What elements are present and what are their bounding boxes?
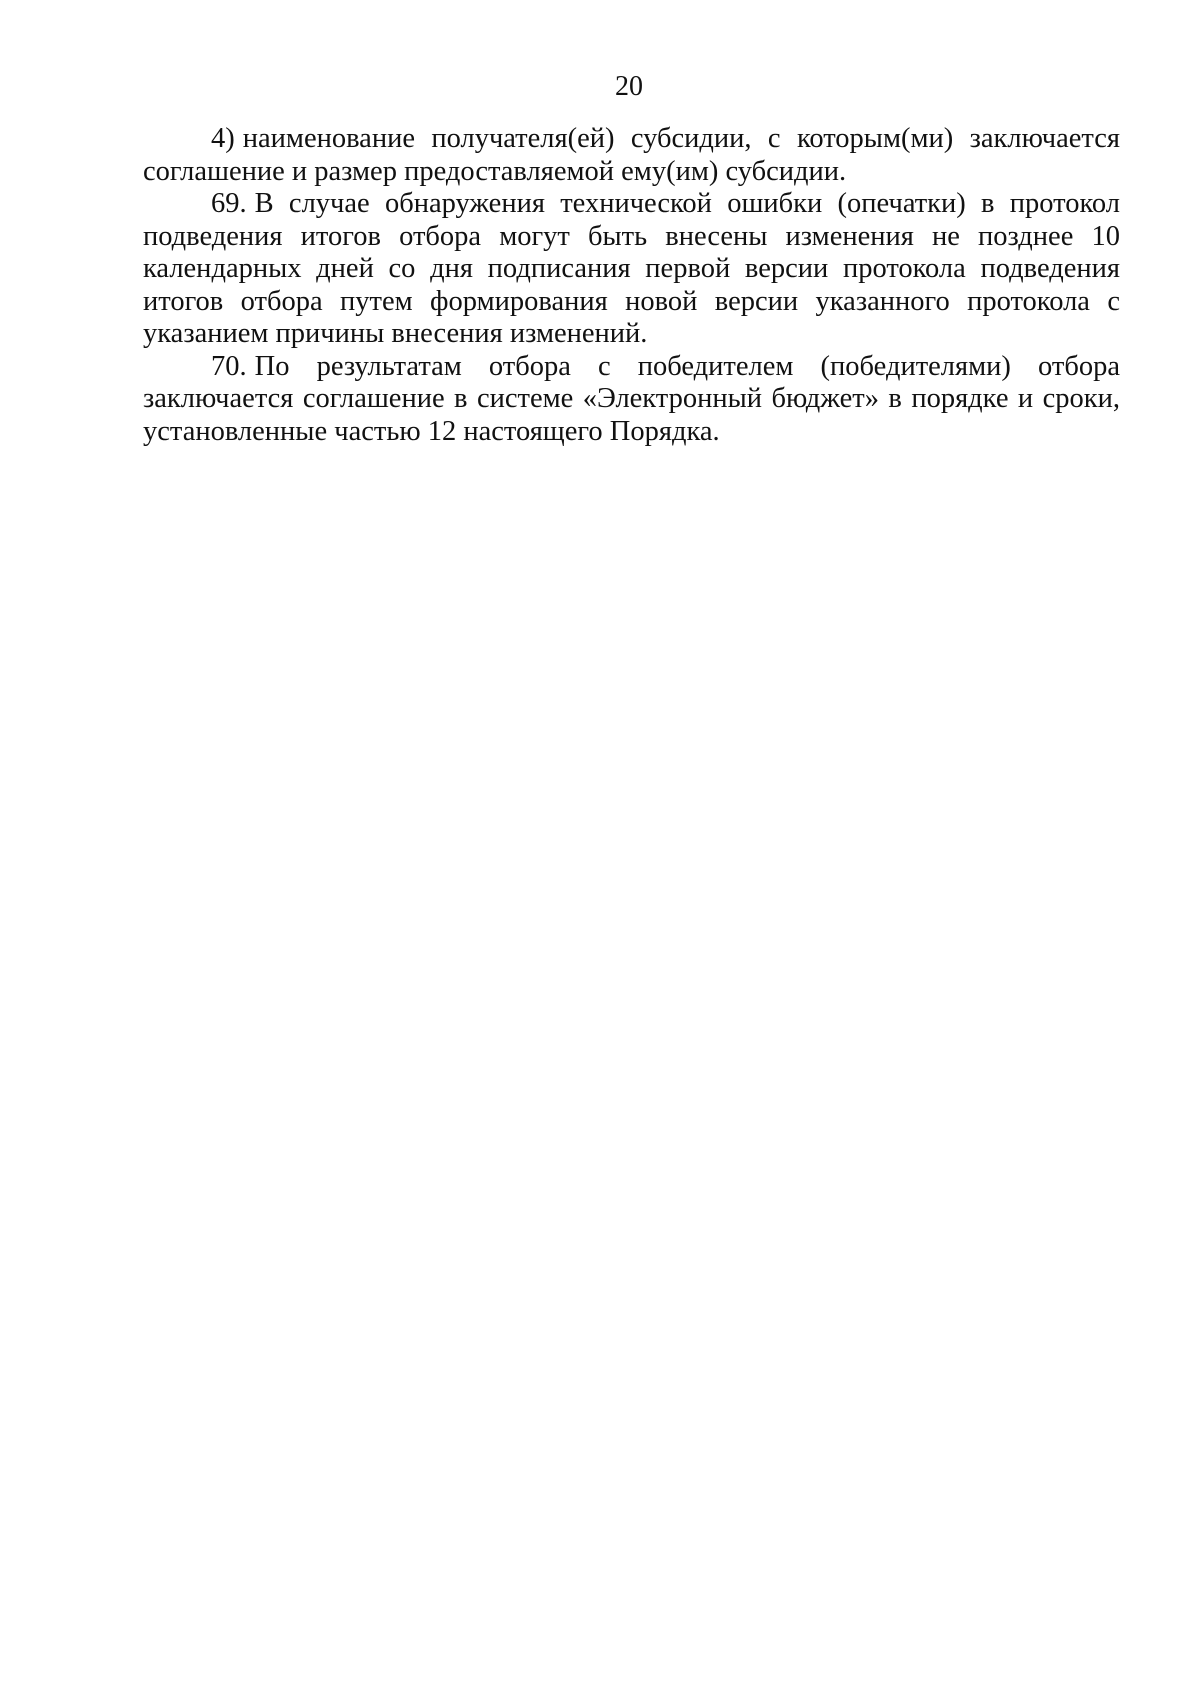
paragraph-item-4 — [143, 123, 1120, 188]
paragraph-number: 69. — [211, 188, 247, 219]
paragraph-number: 70. — [211, 350, 247, 382]
paragraph-number: 4) — [211, 123, 235, 154]
paragraph-70 — [143, 351, 1120, 449]
paragraph-text: По результатам отбора с победителем (победителями) отбора заключается соглашение в системе «Электронный бюджет» в порядке и сроки, установленные частью 12 настоящего Порядка. — [143, 350, 1120, 447]
paragraph-69 — [143, 188, 1120, 351]
document-body — [143, 123, 1120, 448]
paragraph-text: наименование получателя(ей) субсидии, с которым(ми) заключается соглашение и размер предоставляемой ему(им) субсидии. — [143, 123, 1120, 187]
page-number: 20 — [615, 71, 643, 102]
paragraph-text: В случае обнаружения технической ошибки (опечатки) в протокол подведения итогов отбора могут быть внесены изменения не позднее 10 календарных дней со дня подписания первой версии протокола подведения итогов отбора путем формирования новой версии указанного протокола с указанием причины внесения изменений. — [143, 188, 1120, 349]
